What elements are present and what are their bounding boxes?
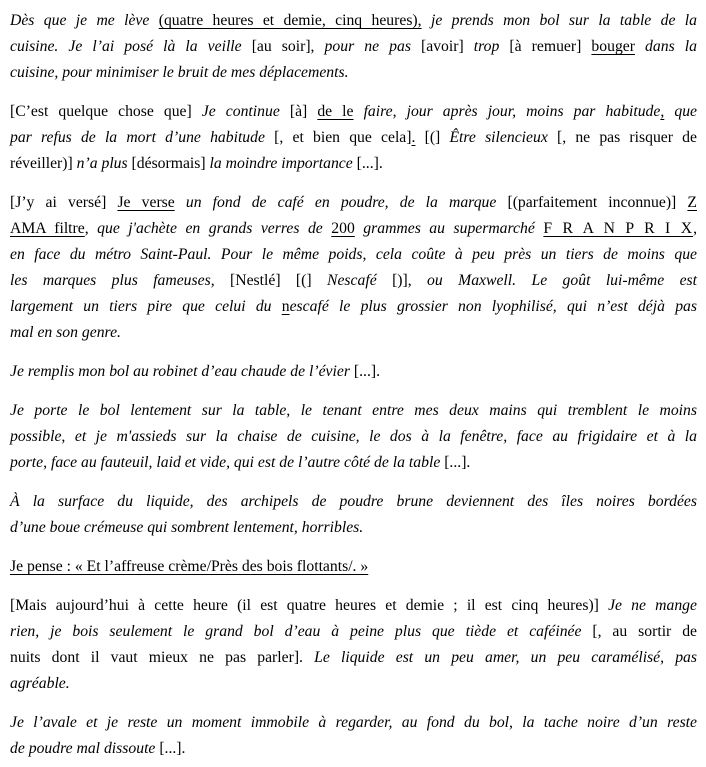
text-segment: (quatre heures et demie, cinq heures), xyxy=(158,12,422,29)
text-segment: réveiller)] xyxy=(10,155,77,172)
text-segment: , xyxy=(660,103,665,120)
text-line xyxy=(10,60,697,86)
document-text xyxy=(10,8,697,762)
paragraph xyxy=(10,593,697,697)
text-segment: Le liquide est un peu amer, un peu caramélisé, pas xyxy=(314,649,697,666)
text-segment: Je continue xyxy=(201,103,290,120)
text-segment: Être silencieux xyxy=(449,129,557,146)
text-segment: cuisine. Je l’ai posé là la veille xyxy=(10,38,252,55)
text-segment: [C’est quelque chose que] xyxy=(10,103,202,120)
text-segment: en face du métro Saint-Paul. Pour le même poids, cela coûte à peu près un tiers de moins que xyxy=(10,246,697,263)
text-segment: [...]. xyxy=(159,740,186,757)
paragraph xyxy=(10,359,697,385)
paragraph xyxy=(10,8,697,86)
text-segment: Je verse xyxy=(117,194,175,211)
text-segment: [Nestlé] [(] xyxy=(230,272,327,289)
text-segment: pour ne pas xyxy=(314,38,422,55)
text-segment: [, ne pas risquer de xyxy=(557,129,697,146)
text-segment: porte, face au fauteuil, laid et vide, qui est de l’autre côté de la table xyxy=(10,454,445,471)
text-line xyxy=(10,320,697,346)
text-segment: grammes au supermarché xyxy=(354,220,544,237)
text-segment: [Mais aujourd’hui à cette heure (il est quatre heures et demie ; il est cinq heures)] xyxy=(10,597,609,614)
text-segment: [à remuer] xyxy=(509,38,592,55)
text-segment: que xyxy=(664,103,697,120)
text-segment: [...]. xyxy=(444,454,471,471)
text-line xyxy=(10,190,697,216)
text-line xyxy=(10,216,697,242)
text-segment: Je ne mange xyxy=(608,597,697,614)
text-line xyxy=(10,554,697,580)
paragraph xyxy=(10,489,697,541)
text-segment: possible, et je m'assieds sur la chaise de cuisine, le dos à la fenêtre, face au frigidaire et à la xyxy=(10,428,697,445)
text-segment: [désormais] xyxy=(131,155,210,172)
text-line xyxy=(10,671,697,697)
text-segment: 200 xyxy=(331,220,355,237)
text-segment: Je remplis mon bol au robinet d’eau chaude de l’évier xyxy=(10,363,354,380)
text-segment: agréable. xyxy=(10,675,70,692)
text-line xyxy=(10,450,697,476)
paragraph xyxy=(10,710,697,762)
text-line xyxy=(10,710,697,736)
text-segment: [...]. xyxy=(353,363,381,380)
text-segment: [à] xyxy=(289,103,318,120)
text-segment: Z xyxy=(687,194,697,211)
text-segment: je prends mon bol sur la table de la xyxy=(421,12,697,29)
text-segment: Dès que je me lève xyxy=(10,12,159,29)
text-line xyxy=(10,8,697,34)
text-line xyxy=(10,645,697,671)
text-segment: rien, je bois seulement le grand bol d’eau à peine plus que tiède et caféinée xyxy=(10,623,593,640)
text-segment: trop xyxy=(463,38,510,55)
text-segment: par refus de la mort d’une habitude xyxy=(10,129,275,146)
text-segment: , xyxy=(693,220,698,237)
text-segment: [, au sortir de xyxy=(592,623,697,640)
text-segment: [(parfaitement inconnue)] xyxy=(507,194,688,211)
text-segment: de le xyxy=(317,103,354,120)
text-segment: cuisine, pour minimiser le bruit de mes déplacements. xyxy=(10,64,349,81)
text-line xyxy=(10,151,697,177)
text-line xyxy=(10,268,697,294)
text-segment: Je porte le bol lentement sur la table, le tenant entre mes deux mains qui tremblent le moins xyxy=(10,402,697,419)
text-segment: faire, jour après jour, moins par habitude xyxy=(353,103,661,120)
paragraph xyxy=(10,554,697,580)
text-segment: [...]. xyxy=(356,155,383,172)
text-line xyxy=(10,515,697,541)
text-segment: [, et bien que cela] xyxy=(274,129,412,146)
text-segment: largement un tiers pire que celui du xyxy=(10,298,282,315)
text-segment: dans la xyxy=(634,38,697,55)
text-segment: les marques plus fameuses, xyxy=(10,272,231,289)
paragraph xyxy=(10,190,697,346)
text-segment: À la surface du liquide, des archipels de poudre brune deviennent des îles noires bordées xyxy=(10,493,697,510)
text-segment: [avoir] xyxy=(421,38,464,55)
text-segment: bouger xyxy=(591,38,635,55)
text-segment: Je l’avale et je reste un moment immobile à regarder, au fond du bol, la tache noire d’un reste xyxy=(10,714,697,731)
text-segment: de poudre mal dissoute xyxy=(10,740,160,757)
text-line xyxy=(10,294,697,320)
paragraph xyxy=(10,398,697,476)
paragraph xyxy=(10,99,697,177)
text-segment: que j'achète en grands verres de xyxy=(97,220,332,237)
text-segment: [)], xyxy=(392,272,412,289)
text-segment: ou Maxwell. Le goût lui-même est xyxy=(411,272,698,289)
text-line xyxy=(10,489,697,515)
text-segment: . xyxy=(411,129,416,146)
text-line xyxy=(10,359,697,385)
text-segment: [au soir], xyxy=(251,38,315,55)
text-segment: AMA filtre xyxy=(10,220,85,237)
text-line xyxy=(10,593,697,619)
text-line xyxy=(10,619,697,645)
text-segment: un fond de café en poudre, de la marque xyxy=(174,194,508,211)
text-line xyxy=(10,125,697,151)
text-line xyxy=(10,99,697,125)
text-line xyxy=(10,398,697,424)
text-segment: [J’y ai versé] xyxy=(10,194,118,211)
text-segment: nuits dont il vaut mieux ne pas parler]. xyxy=(10,649,315,666)
text-segment: escafé le plus grossier non lyophilisé, qui n’est déjà pas xyxy=(289,298,697,315)
text-segment: [(] xyxy=(415,129,450,146)
text-line xyxy=(10,34,697,60)
text-segment: la moindre importance xyxy=(209,155,357,172)
text-line xyxy=(10,424,697,450)
text-segment: n’a plus xyxy=(76,155,132,172)
text-segment: , xyxy=(84,220,98,237)
text-segment: Nescafé xyxy=(327,272,393,289)
text-line xyxy=(10,242,697,268)
text-segment: n xyxy=(281,298,290,315)
text-segment: F R A N P R I X xyxy=(543,220,694,237)
text-segment: mal en son genre. xyxy=(10,324,121,341)
text-segment: Je pense : « Et l’affreuse crème/Près des bois flottants/. » xyxy=(10,558,369,575)
text-line xyxy=(10,736,697,762)
text-segment: d’une boue crémeuse qui sombrent lentement, horribles. xyxy=(10,519,364,536)
